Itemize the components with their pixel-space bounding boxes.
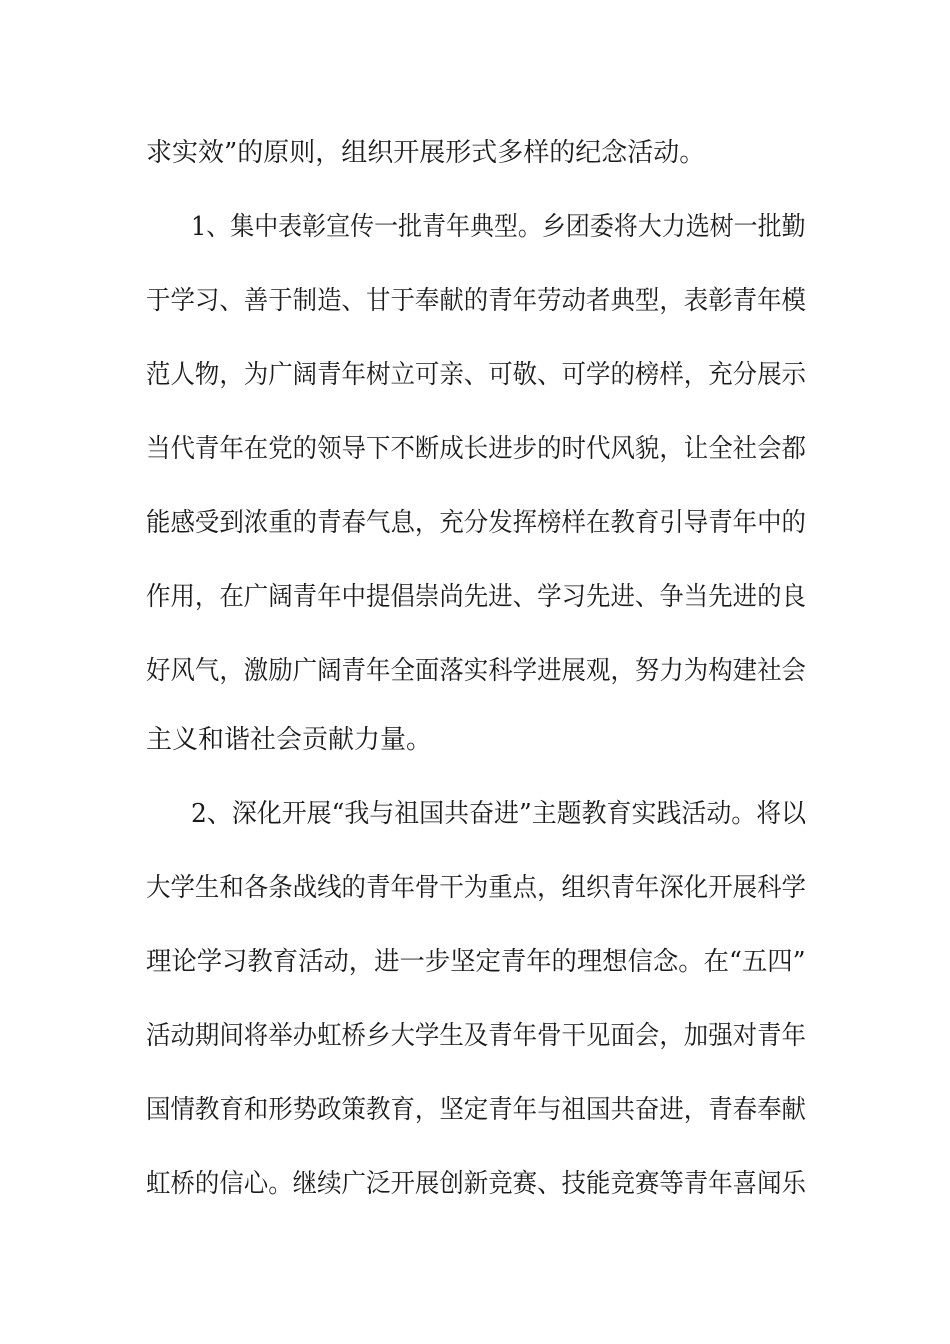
text-line-content: 虹桥的信心。继续广泛开展创新竞赛、技能竞赛等青年喜闻乐 <box>146 1169 807 1199</box>
paragraph-1-first-line <box>0 207 950 247</box>
text-line <box>0 651 950 691</box>
text-line <box>0 281 950 321</box>
text-line-content: 1、集中表彰宣传一批青年典型。乡团委将大力选树一批勤 <box>191 212 806 242</box>
text-line <box>0 577 950 617</box>
text-line-content: 好风气，激励广阔青年全面落实科学进展观，努力为构建社会 <box>146 656 807 686</box>
text-line <box>0 503 950 543</box>
text-line <box>0 133 950 173</box>
text-line <box>0 355 950 395</box>
text-line <box>0 942 950 982</box>
text-line-content: 当代青年在党的领导下不断成长进步的时代风貌，让全社会都 <box>146 434 807 464</box>
text-line <box>0 868 950 908</box>
text-line-content: 理论学习教育活动，进一步坚定青年的理想信念。在“五四” <box>146 947 806 977</box>
text-line-content: 主义和谐社会贡献力量。 <box>146 725 433 755</box>
text-line-content: 作用，在广阔青年中提倡崇尚先进、学习先进、争当先进的良 <box>146 582 807 612</box>
text-line-content: 国情教育和形势政策教育，坚定青年与祖国共奋进，青春奉献 <box>146 1095 807 1125</box>
text-line-content: 大学生和各条战线的青年骨干为重点，组织青年深化开展科学 <box>146 873 807 903</box>
text-line-content: 范人物，为广阔青年树立可亲、可敬、可学的榜样，充分展示 <box>146 360 807 390</box>
text-line-content: 能感受到浓重的青春气息，充分发挥榜样在教育引导青年中的 <box>146 508 807 538</box>
paragraph-2-first-line <box>0 794 950 834</box>
text-line <box>0 429 950 469</box>
text-line-content: 求实效”的原则，组织开展形式多样的纪念活动。 <box>146 138 706 168</box>
text-line-content: 活动期间将举办虹桥乡大学生及青年骨干见面会，加强对青年 <box>146 1021 807 1051</box>
text-line <box>0 1016 950 1056</box>
text-line <box>0 1164 950 1204</box>
paragraph-1-last-line <box>0 720 950 760</box>
text-line-content: 2、深化开展“我与祖国共奋进”主题教育实践活动。将以 <box>191 799 807 829</box>
text-line-content: 于学习、善于制造、甘于奉献的青年劳动者典型，表彰青年模 <box>146 286 807 316</box>
text-line <box>0 1090 950 1130</box>
